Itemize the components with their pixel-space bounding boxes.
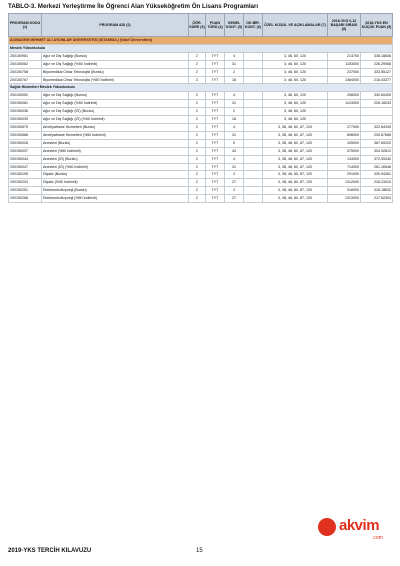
column-header: PROGRAM ADI (2) xyxy=(42,14,189,37)
program-name: Biyomedikal Cihaz Teknolojisi (%50 İndirimli) xyxy=(42,76,189,84)
special-conditions: 3, 38, 46, 60, 87, 120 xyxy=(263,179,328,187)
score-type: TYT xyxy=(206,68,225,76)
success-rank: 237000 xyxy=(328,68,361,76)
top-student-quota xyxy=(244,76,263,84)
table-header xyxy=(9,14,393,37)
score-type: TYT xyxy=(206,123,225,131)
general-quota: 4 xyxy=(225,92,244,100)
education-duration: 2 xyxy=(189,171,206,179)
education-duration: 2 xyxy=(189,147,206,155)
table-row xyxy=(9,155,393,163)
column-header: PUAN TÜRÜ (4) xyxy=(206,14,225,37)
program-code: 200150686 xyxy=(9,131,42,139)
program-name: Anestezi (%50 İndirimli) xyxy=(42,147,189,155)
column-header: ÖZEL KOŞUL VE AÇIKLAMALAR (7) xyxy=(263,14,328,37)
general-quota: 31 xyxy=(225,131,244,139)
program-code: 200150062 xyxy=(9,60,42,68)
general-quota: 4 xyxy=(225,52,244,60)
program-name: Ağız ve Diş Sağlığı (Burslu) xyxy=(42,92,189,100)
education-duration: 2 xyxy=(189,76,206,84)
score-type: TYT xyxy=(206,131,225,139)
score-type: TYT xyxy=(206,52,225,60)
table-row xyxy=(9,163,393,171)
special-conditions: 3, 38, 46, 60, 87, 120 xyxy=(263,155,328,163)
special-conditions: 3, 38, 46, 60, 87, 120 xyxy=(263,147,328,155)
education-duration: 2 xyxy=(189,92,206,100)
page-footer xyxy=(0,542,400,566)
top-student-quota xyxy=(244,116,263,124)
program-name: Elektronörofizyoloji (%50 İndirimli) xyxy=(42,195,189,203)
special-conditions: 3, 46, 60, 120 xyxy=(263,76,328,84)
success-rank: 258000 xyxy=(328,92,361,100)
general-quota: 4 xyxy=(225,155,244,163)
special-conditions: 3, 46, 60, 120 xyxy=(263,92,328,100)
general-quota: 5 xyxy=(225,139,244,147)
column-header: PROGRAM KODU (1) xyxy=(9,14,42,37)
minimum-score: 226.18033 xyxy=(361,100,393,108)
success-rank xyxy=(328,108,361,116)
education-duration: 2 xyxy=(189,163,206,171)
watermark-logo xyxy=(318,514,394,542)
table-row xyxy=(9,60,393,68)
minimum-score: 367.89220 xyxy=(361,139,393,147)
table-row xyxy=(9,100,393,108)
general-quota: 27 xyxy=(225,179,244,187)
score-type: TYT xyxy=(206,195,225,203)
university-name: ACIBADEM MEHMET ALİ AYDINLAR ÜNİVERSİTESİ (İSTANBUL) (Vakıf Üniversitesi) xyxy=(9,37,393,45)
column-header: ÖĞR. SÜRE (3) xyxy=(189,14,206,37)
general-quota: 31 xyxy=(225,100,244,108)
score-type: TYT xyxy=(206,187,225,195)
general-quota: 2 xyxy=(225,108,244,116)
program-code: 200150047 xyxy=(9,163,42,171)
program-code: 200150039 xyxy=(9,116,42,124)
column-header: 2018-YKS EN KÜÇÜK PUAN (9) xyxy=(361,14,393,37)
table-row xyxy=(9,68,393,76)
general-quota: 18 xyxy=(225,116,244,124)
success-rank: 714000 xyxy=(328,163,361,171)
score-type: TYT xyxy=(206,155,225,163)
top-student-quota xyxy=(244,123,263,131)
success-rank: 1313000 xyxy=(328,195,361,203)
footer-label: 2019-YKS TERCİH KILAVUZU xyxy=(8,548,92,554)
minimum-score: 330.60405 xyxy=(361,92,393,100)
minimum-score: 322.64349 xyxy=(361,123,393,131)
education-duration: 2 xyxy=(189,68,206,76)
education-duration: 2 xyxy=(189,187,206,195)
minimum-score: 315.18632 xyxy=(361,187,393,195)
education-duration: 2 xyxy=(189,123,206,131)
minimum-score: 372.05340 xyxy=(361,155,393,163)
special-conditions: 3, 38, 46, 60, 87, 120 xyxy=(263,187,328,195)
program-code: 200150767 xyxy=(9,76,42,84)
program-name: Anestezi (İÖ) (%50 İndirimli) xyxy=(42,163,189,171)
minimum-score: 330.94261 xyxy=(361,171,393,179)
table-row xyxy=(9,52,393,60)
success-rank: 291000 xyxy=(328,171,361,179)
column-header: OK.BİR. KONT. (6) xyxy=(244,14,263,37)
program-name: Ağız ve Diş Sağlığı (%50 İndirimli) xyxy=(42,60,189,68)
program-name: Diyaliz (Burslu) xyxy=(42,171,189,179)
top-student-quota xyxy=(244,139,263,147)
top-student-quota xyxy=(244,187,263,195)
education-duration: 2 xyxy=(189,52,206,60)
score-type: TYT xyxy=(206,139,225,147)
special-conditions: 3, 38, 46, 60, 87, 120 xyxy=(263,139,328,147)
general-quota: 3 xyxy=(225,171,244,179)
success-rank: 375000 xyxy=(328,147,361,155)
score-type: TYT xyxy=(206,60,225,68)
general-quota: 2 xyxy=(225,68,244,76)
score-type: TYT xyxy=(206,92,225,100)
logo-tld: .com xyxy=(372,535,383,541)
top-student-quota xyxy=(244,147,263,155)
table-row xyxy=(9,139,393,147)
general-quota: 43 xyxy=(225,147,244,155)
education-duration: 2 xyxy=(189,100,206,108)
special-conditions: 3, 46, 60, 120 xyxy=(263,60,328,68)
minimum-score xyxy=(361,108,393,116)
program-code: 200150679 xyxy=(9,123,42,131)
program-code: 200150268 xyxy=(9,195,42,203)
score-type: TYT xyxy=(206,100,225,108)
section-name: Sağlık Hizmetleri Meslek Yüksekokulu xyxy=(9,84,393,92)
section-row xyxy=(9,84,393,92)
score-type: TYT xyxy=(206,163,225,171)
minimum-score xyxy=(361,116,393,124)
education-duration: 2 xyxy=(189,131,206,139)
special-conditions: 3, 46, 60, 120 xyxy=(263,68,328,76)
program-code: 200150037 xyxy=(9,147,42,155)
program-name: Ameliyathane Hizmetleri (%50 İndirimli) xyxy=(42,131,189,139)
table-row xyxy=(9,171,393,179)
general-quota: 31 xyxy=(225,60,244,68)
top-student-quota xyxy=(244,155,263,163)
top-student-quota xyxy=(244,195,263,203)
special-conditions: 3, 38, 46, 60, 87, 120 xyxy=(263,131,328,139)
special-conditions: 3, 38, 46, 60, 87, 120 xyxy=(263,123,328,131)
table-row xyxy=(9,116,393,124)
program-name: Ağız ve Diş Sağlığı (%50 İndirimli) xyxy=(42,100,189,108)
top-student-quota xyxy=(244,163,263,171)
program-name: Anestezi (İÖ) (Burslu) xyxy=(42,155,189,163)
success-rank: 134000 xyxy=(328,155,361,163)
score-type: TYT xyxy=(206,171,225,179)
success-rank xyxy=(328,116,361,124)
minimum-score: 304.92813 xyxy=(361,147,393,155)
special-conditions: 3, 38, 46, 60, 87, 120 xyxy=(263,163,328,171)
minimum-score: 338.18836 xyxy=(361,52,393,60)
top-student-quota xyxy=(244,52,263,60)
special-conditions: 3, 46, 60, 120 xyxy=(263,108,328,116)
general-quota: 18 xyxy=(225,76,244,84)
page-title: TABLO-3. Merkezi Yerleştirme İle Öğrenci Alan Yükseköğretim Ön Lisans Programları xyxy=(8,3,259,10)
top-student-quota xyxy=(244,60,263,68)
top-student-quota xyxy=(244,100,263,108)
table-row xyxy=(9,195,393,203)
success-rank: 1384000 xyxy=(328,76,361,84)
program-code: 200150044 xyxy=(9,155,42,163)
top-student-quota xyxy=(244,108,263,116)
program-code: 200150251 xyxy=(9,187,42,195)
education-duration: 2 xyxy=(189,139,206,147)
special-conditions: 3, 46, 60, 120 xyxy=(263,52,328,60)
program-name: Diyaliz (%50 İndirimli) xyxy=(42,179,189,187)
section-row xyxy=(9,44,393,52)
score-type: TYT xyxy=(206,108,225,116)
minimum-score: 239.87668 xyxy=(361,131,393,139)
table-row xyxy=(9,76,393,84)
program-code: 200150203 xyxy=(9,179,42,187)
page-number: 15 xyxy=(196,548,203,554)
table-row xyxy=(9,108,393,116)
top-student-quota xyxy=(244,179,263,187)
table-row xyxy=(9,147,393,155)
program-code: 200150028 xyxy=(9,139,42,147)
logo-wordmark: akvim xyxy=(339,517,380,534)
column-header: GENEL KONT. (5) xyxy=(225,14,244,37)
table-body xyxy=(9,37,393,203)
university-row xyxy=(9,37,393,45)
score-type: TYT xyxy=(206,147,225,155)
minimum-score: 226.29068 xyxy=(361,60,393,68)
score-type: TYT xyxy=(206,179,225,187)
minimum-score: 216.43377 xyxy=(361,76,393,84)
table-row xyxy=(9,131,393,139)
program-code: 200150195 xyxy=(9,171,42,179)
top-student-quota xyxy=(244,92,263,100)
education-duration: 2 xyxy=(189,108,206,116)
program-name: Ağız ve Diş Sağlığı (İÖ) (%50 İndirimli) xyxy=(42,116,189,124)
success-rank: 898000 xyxy=(328,131,361,139)
program-code: 200150052 xyxy=(9,92,42,100)
program-name: Ameliyathane Hizmetleri (Burslu) xyxy=(42,123,189,131)
education-duration: 2 xyxy=(189,116,206,124)
table-row xyxy=(9,179,393,187)
success-rank: 277000 xyxy=(328,123,361,131)
minimum-score: 333.55127 xyxy=(361,68,393,76)
general-quota: 3 xyxy=(225,187,244,195)
minimum-score: 218.23410 xyxy=(361,179,393,187)
program-name: Ağız ve Diş Sağlığı (İÖ) (Burslu) xyxy=(42,108,189,116)
general-quota: 31 xyxy=(225,163,244,171)
program-name: Ağız ve Diş Sağlığı (Burslu) xyxy=(42,52,189,60)
general-quota: 4 xyxy=(225,123,244,131)
special-conditions: 3, 46, 60, 120 xyxy=(263,100,328,108)
program-name: Anestezi (Burslu) xyxy=(42,139,189,147)
education-duration: 2 xyxy=(189,60,206,68)
program-code: 200150036 xyxy=(9,108,42,116)
success-rank: 105000 xyxy=(328,139,361,147)
success-rank: 1124000 xyxy=(328,100,361,108)
top-student-quota xyxy=(244,171,263,179)
education-duration: 2 xyxy=(189,155,206,163)
table-row xyxy=(9,187,393,195)
table-row xyxy=(9,123,393,131)
general-quota: 27 xyxy=(225,195,244,203)
success-rank: 1153000 xyxy=(328,60,361,68)
education-duration: 2 xyxy=(189,195,206,203)
minimum-score: 217.62304 xyxy=(361,195,393,203)
special-conditions: 3, 46, 60, 120 xyxy=(263,116,328,124)
programs-table xyxy=(8,13,393,203)
program-code: 200150961 xyxy=(9,52,42,60)
table-row xyxy=(9,92,393,100)
section-name: Meslek Yüksekokulu xyxy=(9,44,393,52)
column-header: 2018-YKS 0,12 BAŞARI SIRASI (8) xyxy=(328,14,361,37)
logo-mark-icon xyxy=(318,518,336,536)
program-name: Elektronörofizyoloji (Burslu) xyxy=(42,187,189,195)
education-duration: 2 xyxy=(189,179,206,187)
score-type: TYT xyxy=(206,76,225,84)
program-code: 200150061 xyxy=(9,100,42,108)
program-code: 200150758 xyxy=(9,68,42,76)
success-rank: 1312000 xyxy=(328,179,361,187)
top-student-quota xyxy=(244,131,263,139)
success-rank: 213700 xyxy=(328,52,361,60)
score-type: TYT xyxy=(206,116,225,124)
special-conditions: 3, 38, 46, 60, 87, 120 xyxy=(263,195,328,203)
minimum-score: 261.16548 xyxy=(361,163,393,171)
program-name: Biyomedikal Cihaz Teknolojisi (Burslu) xyxy=(42,68,189,76)
special-conditions: 3, 38, 46, 60, 87, 120 xyxy=(263,171,328,179)
success-rank: 316000 xyxy=(328,187,361,195)
top-student-quota xyxy=(244,68,263,76)
